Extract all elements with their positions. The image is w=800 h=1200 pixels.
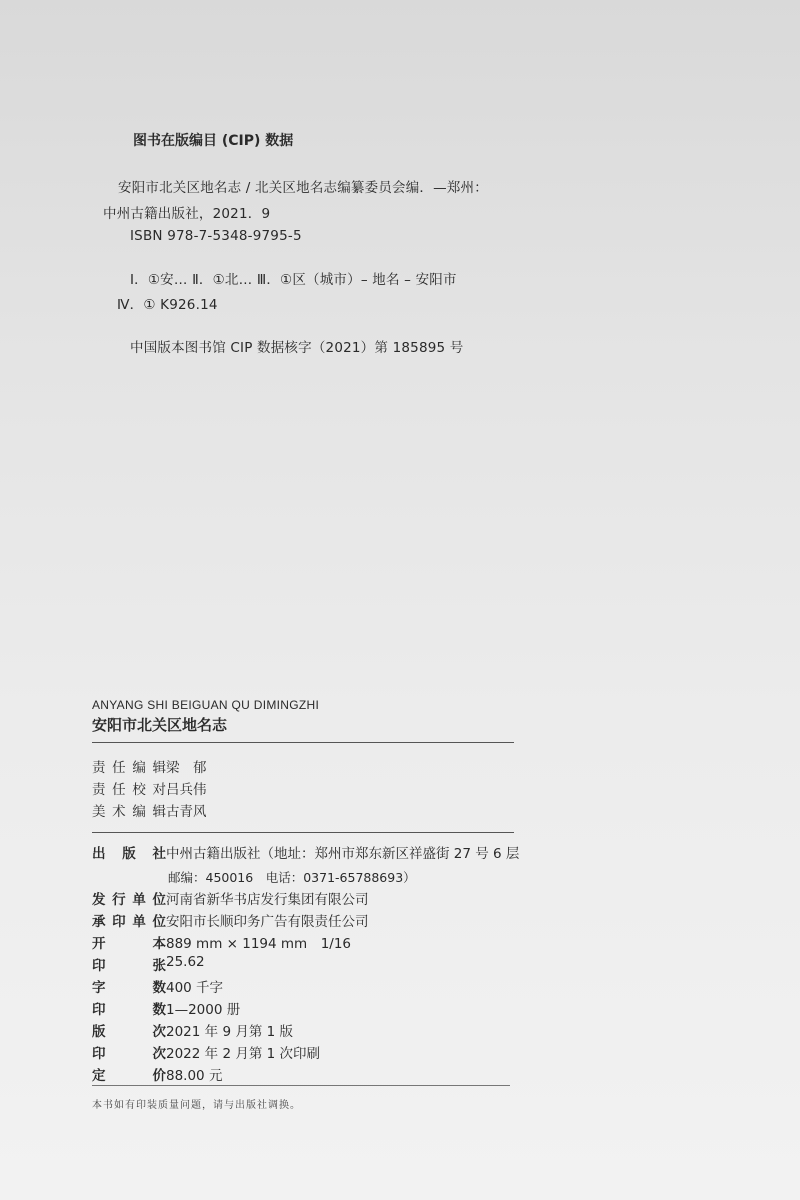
art-editor-label: 美术编辑 (92, 804, 166, 820)
price-value: 88.00 元 (166, 1068, 223, 1084)
proofreader-label: 责任校对 (92, 782, 166, 798)
distributor-value: 河南省新华书店发行集团有限公司 (166, 892, 369, 908)
distributor-label: 发行单位 (92, 892, 166, 908)
printer-value: 安阳市长顺印务广告有限责任公司 (166, 914, 369, 930)
book-title-pinyin: ANYANG SHI BEIGUAN QU DIMINGZHI (92, 698, 320, 712)
format-label: 开 本 (92, 936, 166, 952)
quality-notice: 本书如有印装质量问题，请与出版社调换。 (92, 1100, 301, 1111)
price-label: 定 价 (92, 1068, 166, 1084)
sheets-row (92, 954, 205, 974)
edition-value: 2021 年 9 月第 1 版 (166, 1024, 293, 1040)
proofreader-value: 吕兵伟 (166, 782, 207, 798)
edition-label: 版 次 (92, 1024, 166, 1040)
proofreader-row (92, 778, 207, 798)
editor-label: 责任编辑 (92, 760, 166, 776)
cip-line-1: 安阳市北关区地名志 / 北关区地名志编纂委员会编．—郑州： (118, 180, 488, 196)
printer-label: 承印单位 (92, 914, 166, 930)
printing-value: 2022 年 2 月第 1 次印刷 (166, 1046, 320, 1062)
cip-title: 图书在版编目 (CIP) 数据 (133, 133, 294, 149)
art-editor-row (92, 800, 207, 820)
format-value: 889 mm × 1194 mm 1/16 (166, 936, 352, 952)
cip-line-2: 中州古籍出版社，2021．9 (103, 206, 271, 222)
printing-row (92, 1042, 320, 1062)
cip-isbn: ISBN 978-7-5348-9795-5 (130, 228, 302, 244)
sheets-label: 印 张 (92, 958, 166, 974)
publisher-value: 中州古籍出版社（地址：郑州市郑东新区祥盛街 27 号 6 层 (166, 846, 520, 862)
word-count-label: 字 数 (92, 980, 166, 996)
format-row (92, 932, 351, 952)
word-count-row (92, 976, 223, 996)
art-editor-value: 古青风 (166, 804, 207, 820)
cip-record-number: 中国版本图书馆 CIP 数据核字（2021）第 185895 号 (130, 340, 464, 356)
divider-bottom (92, 1085, 510, 1086)
printing-label: 印 次 (92, 1046, 166, 1062)
book-title-chinese: 安阳市北关区地名志 (92, 716, 228, 734)
distributor-row (92, 888, 369, 908)
price-row (92, 1064, 222, 1084)
publisher-label: 出 版 社 (92, 846, 166, 862)
printer-row (92, 910, 369, 930)
editor-value: 梁 郁 (166, 760, 207, 776)
divider-top (92, 742, 514, 743)
divider-middle (92, 832, 514, 833)
edition-row (92, 1020, 293, 1040)
print-run-row (92, 998, 240, 1018)
print-run-value: 1—2000 册 (166, 1002, 241, 1018)
publisher-contact: 邮编：450016 电话：0371-65788693） (168, 870, 416, 885)
cip-subject-line: Ⅰ．①安… Ⅱ．①北… Ⅲ．①区（城市）– 地名 – 安阳市 (130, 272, 457, 288)
sheets-value: 25.62 (166, 954, 205, 970)
editor-row (92, 756, 207, 776)
cip-classification: Ⅳ．① K926.14 (117, 297, 218, 313)
word-count-value: 400 千字 (166, 980, 224, 996)
print-run-label: 印 数 (92, 1002, 166, 1018)
publisher-row (92, 842, 519, 862)
